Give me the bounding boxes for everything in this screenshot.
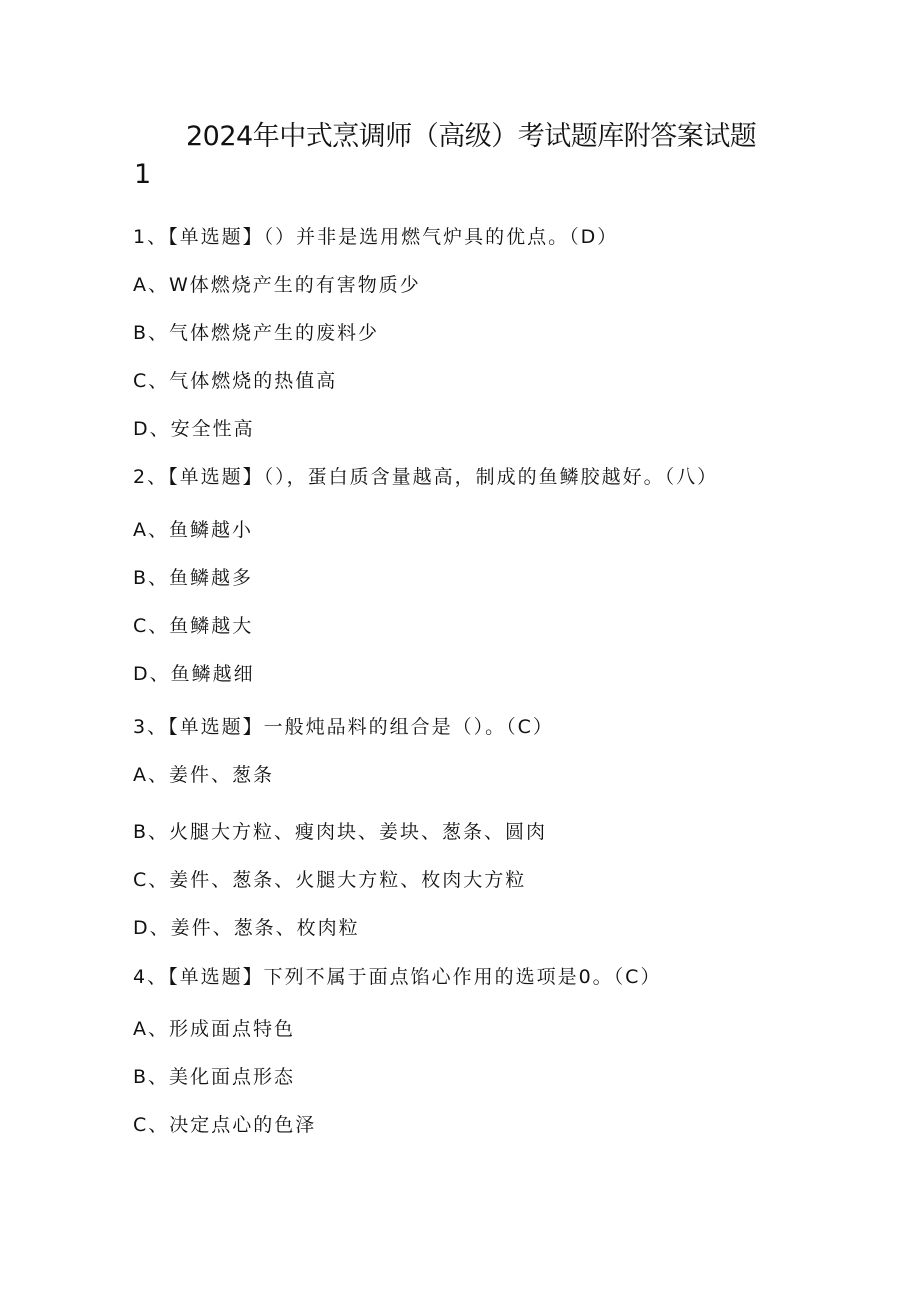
- document-title: 2024年中式烹调师（高级）考试题库附答案试题: [186, 121, 757, 152]
- question-stem: 3、【单选题】一般炖品料的组合是（）。（C）: [133, 716, 554, 738]
- answer-option: D、安全性高: [133, 418, 255, 440]
- answer-option: C、姜件、葱条、火腿大方粒、枚肉大方粒: [133, 869, 527, 891]
- answer-option: A、W体燃烧产生的有害物质少: [133, 274, 421, 296]
- answer-option: B、火腿大方粒、瘦肉块、姜块、葱条、圆肉: [133, 821, 548, 843]
- answer-option: A、鱼鳞越小: [133, 519, 253, 541]
- answer-option: B、气体燃烧产生的废料少: [133, 322, 380, 344]
- answer-option: D、鱼鳞越细: [133, 663, 255, 685]
- answer-option: B、美化面点形态: [133, 1066, 296, 1088]
- answer-option: D、姜件、葱条、枚肉粒: [133, 917, 360, 939]
- answer-option: C、决定点心的色泽: [133, 1114, 317, 1136]
- question-stem: 1、【单选题】（）并非是选用燃气炉具的优点。（D）: [133, 226, 619, 248]
- question-stem: 2、【单选题】（），蛋白质含量越高，制成的鱼鳞胶越好。（八）: [133, 466, 719, 488]
- answer-option: A、姜件、葱条: [133, 764, 274, 786]
- answer-option: C、鱼鳞越大: [133, 615, 254, 637]
- document-title-continuation: 1: [134, 159, 151, 190]
- answer-option: A、形成面点特色: [133, 1018, 295, 1040]
- answer-option: B、鱼鳞越多: [133, 567, 254, 589]
- answer-option: C、气体燃烧的热值高: [133, 370, 338, 392]
- question-stem: 4、【单选题】下列不属于面点馅心作用的选项是0。（C）: [133, 966, 662, 988]
